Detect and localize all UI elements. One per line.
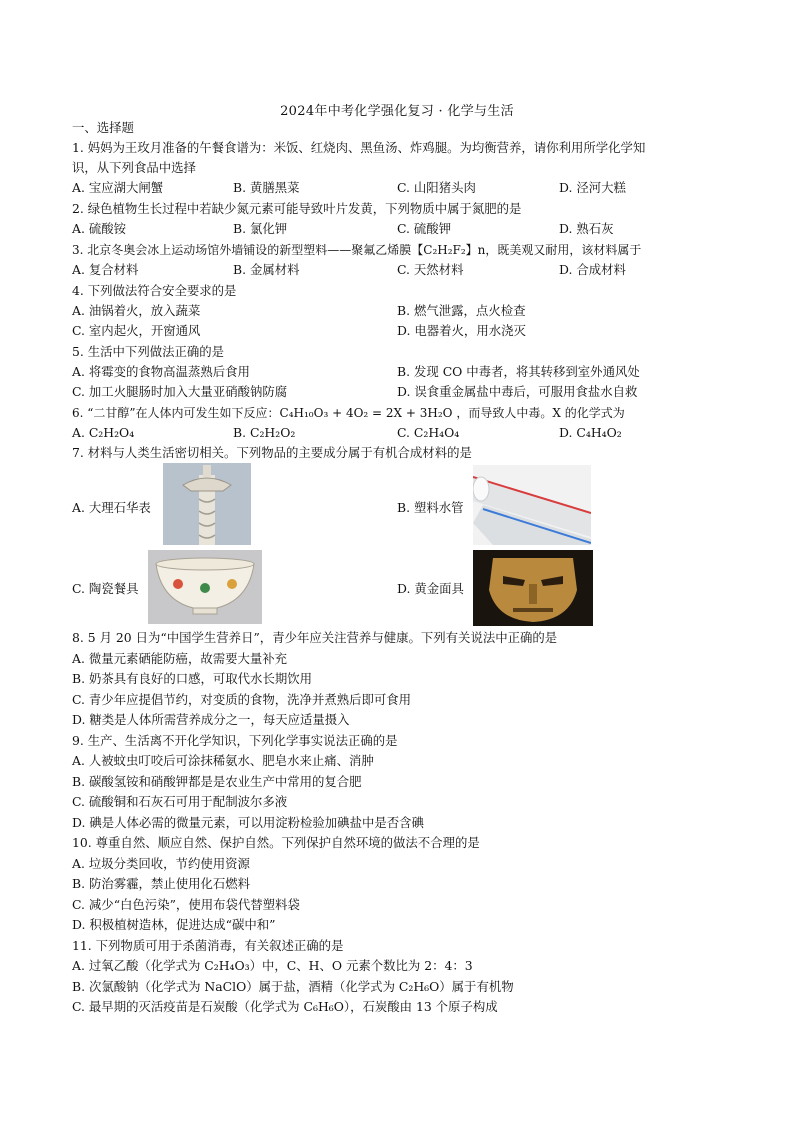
q5-option-d: D. 误食重金属盐中毒后，可服用食盐水自救 (397, 384, 638, 399)
q2-stem: 2. 绿色植物生长过程中若缺少氮元素可能导致叶片发黄，下列物质中属于氮肥的是 (72, 201, 522, 216)
q11-option-c: C. 最早期的灭活疫苗是石炭酸（化学式为 C₆H₆O），石炭酸由 13 个原子构成 (72, 999, 498, 1014)
q10-option-d: D. 积极植树造林，促进达成“碳中和” (72, 917, 276, 932)
q10-stem: 10. 尊重自然、顺应自然、保护自然。下列保护自然环境的做法不合理的是 (72, 835, 480, 850)
q7-option-c: C. 陶瓷餐具 (72, 581, 139, 596)
q7-option-a: A. 大理石华表 (72, 500, 151, 515)
q1-option-d: D. 泾河大糕 (559, 180, 626, 195)
q4-option-a: A. 油锅着火，放入蔬菜 (72, 303, 201, 318)
q2-option-d: D. 熟石灰 (559, 221, 614, 236)
q10-option-c: C. 减少“白色污染”，使用布袋代替塑料袋 (72, 897, 300, 912)
q6-option-c: C. C₂H₄O₄ (397, 425, 460, 440)
q5-option-a: A. 将霉变的食物高温蒸熟后食用 (72, 364, 250, 379)
q5-option-b: B. 发现 CO 中毒者，将其转移到室外通风处 (397, 364, 640, 379)
q1-option-b: B. 黄膳黑菜 (233, 180, 300, 195)
q9-option-c: C. 硫酸铜和石灰石可用于配制波尔多液 (72, 794, 288, 809)
q1-stem-line1: 1. 妈妈为王玫月准备的午餐食谱为：米饭、红烧肉、黑鱼汤、炸鸡腿。为均衡营养，请你利用所学化学知 (72, 140, 646, 155)
q5-stem: 5. 生活中下列做法正确的是 (72, 344, 225, 359)
q11-option-b: B. 次氯酸钠（化学式为 NaClO）属于盐，酒精（化学式为 C₂H₆O）属于有机物 (72, 979, 514, 994)
q2-option-b: B. 氯化钾 (233, 221, 288, 236)
q9-option-d: D. 碘是人体必需的微量元素，可以用淀粉检验加碘盐中是否含碘 (72, 815, 424, 830)
q4-option-d: D. 电器着火，用水浇灭 (397, 323, 526, 338)
page-title: 2024年中考化学强化复习 · 化学与生活 (280, 104, 514, 119)
huabiao-photo (163, 463, 251, 545)
mask-photo (473, 550, 593, 626)
q9-option-a: A. 人被蚊虫叮咬后可涂抹稀氨水、肥皂水来止痛、消肿 (72, 753, 374, 768)
q4-stem: 4. 下列做法符合安全要求的是 (72, 283, 237, 298)
q1-stem-line2: 识，从下列食品中选择 (72, 160, 196, 175)
q7-option-d: D. 黄金面具 (397, 581, 464, 596)
q4-option-c: C. 室内起火，开窗通风 (72, 323, 201, 338)
q5-option-c: C. 加工火腿肠时加入大量亚硝酸钠防腐 (72, 384, 288, 399)
q2-option-c: C. 硫酸钾 (397, 221, 452, 236)
q9-stem: 9. 生产、生活离不开化学知识，下列化学事实说法正确的是 (72, 733, 398, 748)
q6-stem: 6. “二甘醇”在人体内可发生如下反应：C₄H₁₀O₃ + 4O₂ = 2X + 3H₂O ，而导致人中毒。X 的化学式为 (72, 406, 625, 420)
q8-option-a: A. 微量元素硒能防癌，故需要大量补充 (72, 651, 288, 666)
q11-stem: 11. 下列物质可用于杀菌消毒，有关叙述正确的是 (72, 938, 344, 953)
q8-stem: 8. 5 月 20 日为“中国学生营养日”，青少年应关注营养与健康。下列有关说法中正确的是 (72, 630, 558, 645)
q8-option-b: B. 奶茶具有良好的口感，可取代水长期饮用 (72, 671, 313, 686)
q1-option-a: A. 宝应湖大闸蟹 (72, 180, 164, 195)
q8-option-d: D. 糖类是人体所需营养成分之一，每天应适量摄入 (72, 712, 350, 727)
section-heading: 一、选择题 (72, 120, 134, 135)
q3-stem: 3. 北京冬奥会冰上运动场馆外墙铺设的新型塑料——聚氟乙烯膜【C₂H₂F₂】n，既美观又耐用，该材料属于 (72, 243, 642, 257)
bowl-photo (148, 550, 262, 624)
q3-option-c: C. 天然材料 (397, 262, 464, 277)
q11-option-a: A. 过氧乙酸（化学式为 C₂H₄O₃）中，C、H、O 元素个数比为 2：4：3 (72, 958, 473, 973)
q8-option-c: C. 青少年应提倡节约，对变质的食物，洗净并煮熟后即可食用 (72, 692, 412, 707)
q7-stem: 7. 材料与人类生活密切相关。下列物品的主要成分属于有机合成材料的是 (72, 445, 472, 460)
q3-option-b: B. 金属材料 (233, 262, 300, 277)
q6-option-a: A. C₂H₂O₄ (72, 425, 135, 440)
q2-option-a: A. 硫酸铵 (72, 221, 126, 236)
q7-option-b: B. 塑料水管 (397, 500, 464, 515)
q10-option-b: B. 防治雾霾，禁止使用化石燃料 (72, 876, 251, 891)
q9-option-b: B. 碳酸氢铵和硝酸钾都是是农业生产中常用的复合肥 (72, 774, 362, 789)
q3-option-d: D. 合成材料 (559, 262, 626, 277)
q6-option-b: B. C₂H₂O₂ (233, 425, 296, 440)
q4-option-b: B. 燃气泄露，点火检查 (397, 303, 526, 318)
pipes-photo (473, 465, 591, 545)
q3-option-a: A. 复合材料 (72, 262, 139, 277)
q1-option-c: C. 山阳猪头肉 (397, 180, 476, 195)
q6-option-d: D. C₄H₄O₂ (559, 425, 622, 440)
q10-option-a: A. 垃圾分类回收，节约使用资源 (72, 856, 250, 871)
